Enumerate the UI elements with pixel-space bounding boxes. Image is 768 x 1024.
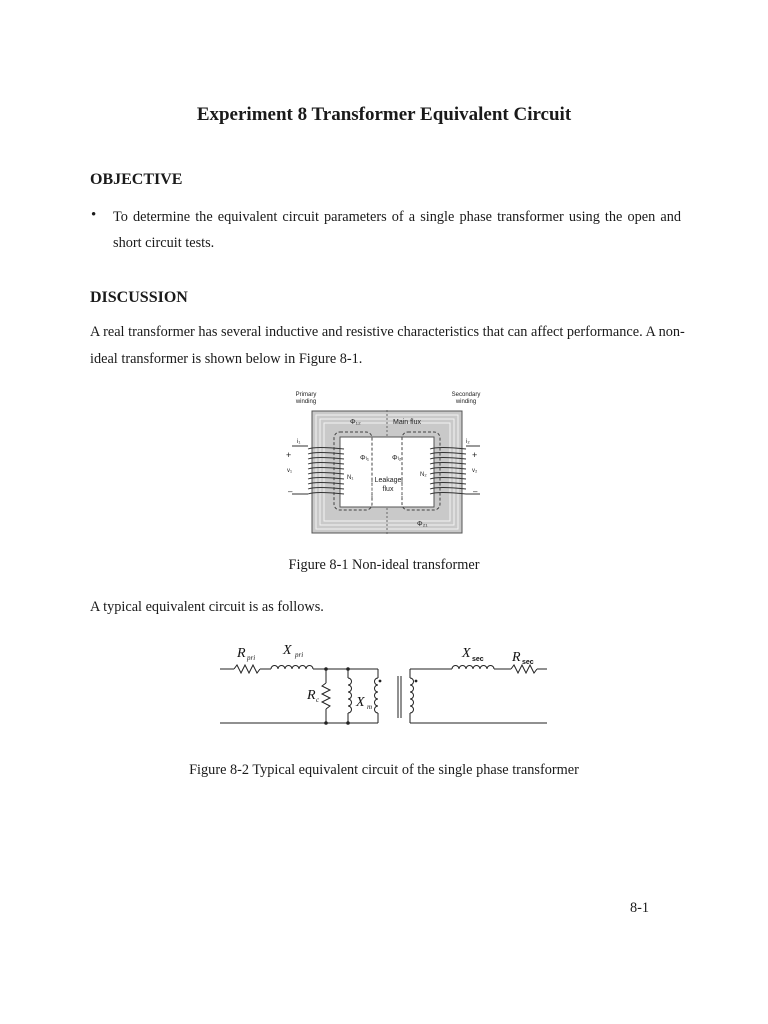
secondary-label-2: winding xyxy=(455,399,477,405)
transformer-secondary-winding xyxy=(410,678,414,713)
r-pri-label: R xyxy=(237,646,246,661)
x-pri-sub: pri xyxy=(295,651,304,659)
x-pri-label: X xyxy=(283,643,292,658)
r-c-sub: c xyxy=(316,696,320,704)
leakage-label-2: flux xyxy=(382,486,394,493)
figure-8-2-caption: Figure 8-2 Typical equivalent circuit of the single phase transformer xyxy=(189,762,579,778)
r-sec-resistor xyxy=(511,665,537,673)
phi-l2-label: Φₗ₂ xyxy=(392,455,402,462)
n1-label: N₁ xyxy=(347,475,354,481)
primary-label-2: winding xyxy=(295,399,317,405)
secondary-label-1: Secondary xyxy=(451,392,481,398)
i2-label: i₂ xyxy=(466,439,470,445)
v1-label: v₁ xyxy=(287,468,293,474)
minus-right-label: – xyxy=(473,487,478,496)
figure-8-1-transformer-diagram xyxy=(280,388,490,538)
objective-bullet-text: To determine the equivalent circuit parameters of a single phase transformer using the open and short circuit tests. xyxy=(113,209,681,251)
r-pri-resistor xyxy=(234,665,260,673)
r-pri-sub: pri xyxy=(247,654,256,662)
minus-left-label: – xyxy=(288,487,293,496)
x-m-inductor xyxy=(348,678,352,713)
discussion-paragraph-1: A real transformer has several inductive and resistive characteristics that can affect performance. A non-ideal transformer is shown below in Figure 8-1. xyxy=(90,324,685,367)
figure-8-2-equivalent-circuit xyxy=(220,638,555,730)
i1-label: i₁ xyxy=(297,439,301,445)
n2-label: N₂ xyxy=(420,472,427,478)
polarity-dot-secondary xyxy=(415,680,418,683)
discussion-paragraph-2: A typical equivalent circuit is as follows. xyxy=(90,599,324,615)
x-pri-inductor xyxy=(271,666,313,670)
x-sec-label: X xyxy=(462,646,471,661)
v2-label: v₂ xyxy=(472,468,478,474)
objective-heading: OBJECTIVE xyxy=(90,171,183,188)
polarity-dot-primary xyxy=(379,680,382,683)
transformer-primary-winding xyxy=(375,678,379,713)
plus-right-label: + xyxy=(472,450,478,460)
bullet-marker: • xyxy=(91,207,97,223)
phi12-label: Φ₁₂ xyxy=(350,419,361,426)
r-sec-sub: sec xyxy=(522,659,534,666)
x-m-sub: m xyxy=(367,703,373,711)
figure-8-1-caption: Figure 8-1 Non-ideal transformer xyxy=(288,557,480,573)
leakage-label-1: Leakage xyxy=(374,477,402,484)
page-title: Experiment 8 Transformer Equivalent Circuit xyxy=(196,104,572,125)
page-number: 8-1 xyxy=(630,900,650,916)
plus-left-label: + xyxy=(286,450,292,460)
primary-label-1: Primary xyxy=(295,392,317,398)
discussion-heading: DISCUSSION xyxy=(90,289,188,306)
r-c-label: R xyxy=(307,688,316,703)
x-m-label: X xyxy=(356,695,365,710)
x-sec-inductor xyxy=(452,666,494,670)
main-flux-label: Main flux xyxy=(393,419,422,426)
phi21-label: Φ₂₁ xyxy=(417,521,428,528)
phi-l1-label: Φₗ₁ xyxy=(360,455,370,462)
r-c-resistor xyxy=(322,683,330,709)
x-sec-sub: sec xyxy=(472,656,484,663)
r-sec-label: R xyxy=(512,650,521,665)
